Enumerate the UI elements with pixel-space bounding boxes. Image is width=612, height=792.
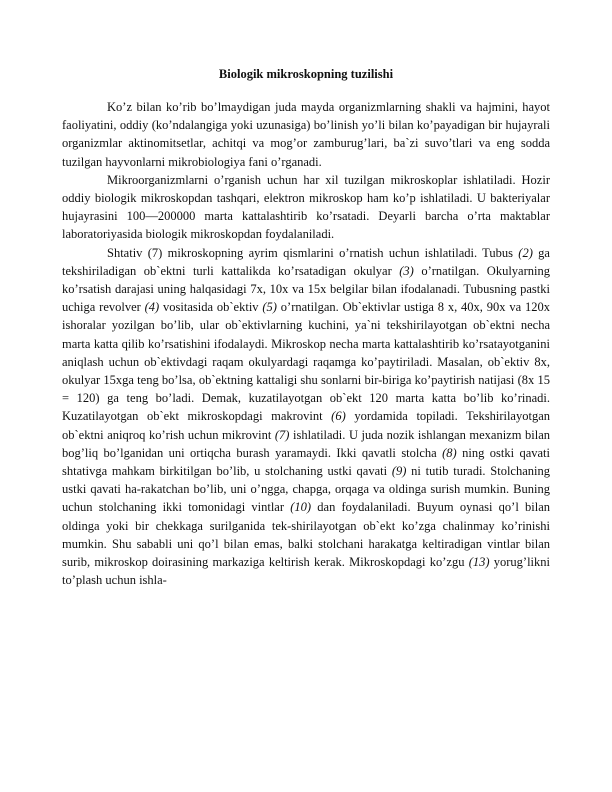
paragraph-text: Mikroorganizmlarni o’rganish uchun har xil tuzilgan mikroskoplar ishlatiladi. Hozir oddiy biologik mikroskopdan tashqari, elektron mikroskop ham ko’p ishlatiladi. U bakteriyalar hujayrasini 100—200000 marta kattalashtirib ko’rsatadi. Deyarli barcha o’rta maktablar laboratoriyasida biologik mikroskopdan foydalaniladi. xyxy=(62,172,550,242)
figure-reference: (13) xyxy=(468,555,490,570)
figure-reference: (7) xyxy=(274,427,290,442)
paragraph-text: o’rnatilgan. Ob`ektivlar ustiga 8 x, 40x, 90x va 120x ishoralar yozilgan bo’lib, ular ob`ektivlarning kuchini, ya`ni tekshirilayotgan ob`ektni necha marta katta qilib ko’rsatishini ifodalaydi. Mikroskop necha marta kattalashtirib ko’rsatayotganini aniqlash uchun ob`ektivdagi raqam okulyardagi raqamga ko’paytiriladi. Masalan, ob`ektiv 8x, okulyar 15xga teng bo’lsa, ob`ektning kattaligi shu sonlarni bir-biriga ko’paytirish natijasi (8x 15 = 120) ga teng bo’ladi. Demak, kuzatilayotgan ob`ekt 120 marta katta bo’lib ko’rinadi. Kuzatilayotgan ob`ekt mikroskopdagi makrovint xyxy=(62,300,550,424)
figure-reference: (4) xyxy=(144,300,160,315)
paragraph-text: Ko’z bilan ko’rib bo’lmaydigan juda mayda organizmlarning shakli va hajmini, hayot faoliyatini, oddiy (ko’ndalangiga yoki uzunasiga) bo’linish yo’li bilan ko’payadigan bir hujayrali organizmlar aktinomitsetlar, achitqi va mog’or zamburug’lari, ba`zi suvo’tlari va eng sodda tuzilgan hayvonlarni mikrobiologiya fani o’rganadi. xyxy=(62,100,550,169)
figure-reference: (6) xyxy=(331,409,346,424)
paragraph xyxy=(62,244,550,590)
figure-reference: (3) xyxy=(399,263,414,278)
paragraph-text: o’rnatilgan. Okulyarning ko’rsatish darajasi uning halqasidagi 7x, 10x va 15x belgilar bilan ifodalanadi. Tubusning pastki uchiga revolver xyxy=(62,263,550,315)
document-page xyxy=(62,64,550,589)
figure-reference: (8) xyxy=(442,445,457,460)
figure-reference: (9) xyxy=(391,464,407,479)
paragraph-text: yorug’likni to’plash uchun ishla- xyxy=(62,555,550,588)
paragraph-text: ni tutib turadi. Stolchaning ustki qavati ha-rakatchan bo’lib, uni o’ngga, chapga, orqaga va oldinga surish mumkin. Buning uchun stolchaning ikki tomonidagi vintlar xyxy=(62,464,550,515)
figure-reference: (5) xyxy=(262,300,277,315)
figure-reference: (10) xyxy=(290,500,312,515)
figure-reference: (2) xyxy=(518,245,533,260)
document-title: Biologik mikroskopning tuzilishi xyxy=(218,67,394,81)
paragraph-text: ga tekshiriladigan ob`ektni turli kattalikda ko’rsatadigan okulyar xyxy=(62,245,550,278)
paragraph-text: ning ostki qavati shtativga mahkam birkitilgan bo’lib, u stolchaning ustki qavati xyxy=(62,445,550,479)
paragraph-text: dan foydalaniladi. Buyum oynasi qo’l bilan oldinga yoki bir chekkaga surilganida tek-shirilayotgan ob`ekt ko’zga chalinmay ko’rinishi mumkin. Shu sababli uni qo’l bilan emas, balki stolchani harakatga keltiradigan vintlar bilan surib, mikroskop doirasining markaziga keltirish kerak. Mikroskopdagi ko’zgu xyxy=(62,500,550,570)
paragraph-text: yordamida topiladi. Tekshirilayotgan ob`ektni aniqroq ko’rish uchun mikrovint xyxy=(62,409,550,442)
paragraph xyxy=(62,98,550,171)
paragraph-text: ishlatiladi. U juda nozik ishlangan mexanizm bilan bog’liq bo’lganidan uni ortiqcha burash yaramaydi. Ikki qavatli stolcha xyxy=(62,427,550,460)
paragraph-text: Shtativ (7) mikroskopning ayrim qismlarini o’rnatish uchun ishlatiladi. Tubus xyxy=(107,245,519,260)
paragraph-text: vositasida ob`ektiv xyxy=(159,300,263,315)
paragraph xyxy=(62,171,550,244)
